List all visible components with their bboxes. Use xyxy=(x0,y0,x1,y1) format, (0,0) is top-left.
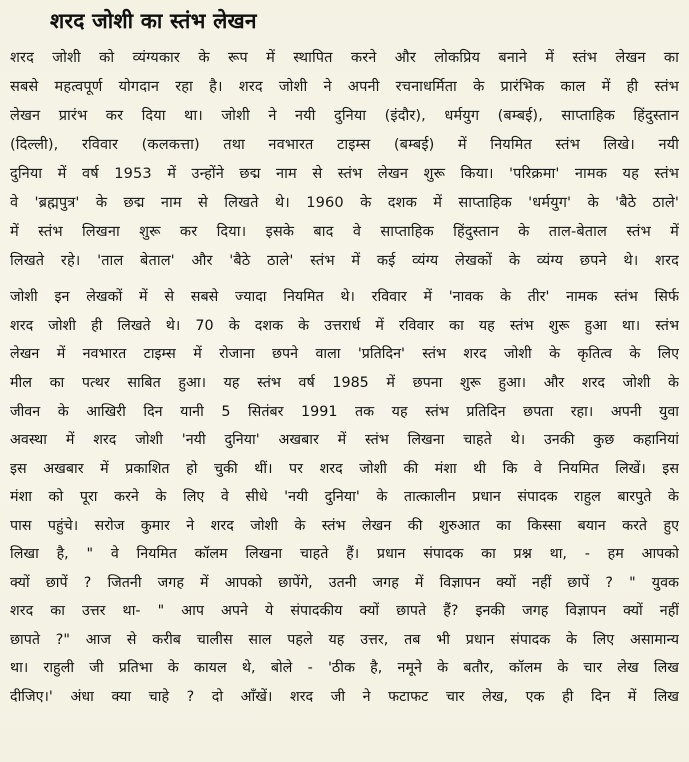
text-line: शरद जोशी ही लिखते थे। 70 के दशक के उत्तरार्ध में रविवार का यह स्तंभ शुरू हुआ था। स्तंभ xyxy=(10,318,679,334)
text-line: अवस्था में शरद जोशी 'नयी दुनिया' अखबार में स्तंभ लिखना चाहते थे। उनकी कुछ कहानियां xyxy=(10,432,679,448)
text-line: दुनिया में वर्ष 1953 में उन्होंने छद्म नाम से स्तंभ लेखन शुरू किया। 'परिक्रमा' नामक यह स्तंभ xyxy=(10,165,679,182)
text-line: दीजिए।' अंधा क्या चाहे ? दो आँखें। शरद जी ने फटाफट चार लेख, एक ही दिन में लिख xyxy=(10,689,679,705)
text-line: मील का पत्थर साबित हुआ। यह स्तंभ वर्ष 1985 में छपना शुरू हुआ। और शरद जोशी के xyxy=(10,375,679,391)
text-line: लिखा है, " वे नियमित कॉलम लिखना चाहते हैं। प्रधान संपादक का प्रश्न था, - हम आपको xyxy=(10,546,679,562)
text-line: वे 'ब्रह्मपुत्र' के छद्म नाम से लिखते थे। 1960 के दशक में साप्ताहिक 'धर्मयुग' के 'बैठे ठाले' xyxy=(10,194,679,211)
text-line: लिखते रहे। 'ताल बेताल' और 'बैठे ठाले' स्तंभ में कई व्यंग्य लेखकों के व्यंग्य छपने थे। शरद xyxy=(10,252,679,269)
text-line: मंशा को पूरा करने के लिए वे सीधे 'नयी दुनिया' के तात्कालीन प्रधान संपादक राहुल बारपुते के xyxy=(10,489,679,505)
text-line: शरद का उत्तर था- " आप अपने ये संपादकीय क्यों छापते हैं? इनकी जगह विज्ञापन क्यों नहीं xyxy=(10,603,679,619)
text-line: में स्तंभ लिखना शुरू कर दिया। इसके बाद वे साप्ताहिक हिंदुस्तान के ताल-बेताल स्तंभ में xyxy=(10,223,679,240)
text-line: (दिल्ली), रविवार (कलकत्ता) तथा नवभारत टाइम्स (बम्बई) में नियमित स्तंभ लिखे। नयी xyxy=(10,136,679,153)
text-line: शरद जोशी को व्यंग्यकार के रूप में स्थापित करने और लोकप्रिय बनाने में स्तंभ लेखन का xyxy=(10,49,679,66)
text-line: क्यों छापें ? जितनी जगह में आपको छापेंगे, उतनी जगह में विज्ञापन क्यों नहीं छापें ? " युवक xyxy=(10,575,679,591)
text-line: इस अखबार में प्रकाशित हो चुकी थीं। पर शरद जोशी की मंशा थी कि वे नियमित लिखें। इस xyxy=(10,461,679,477)
text-line: जोशी इन लेखकों में से सबसे ज्यादा नियमित थे। रविवार में 'नावक के तीर' नामक स्तंभ सिर्फ xyxy=(10,289,679,305)
text-line: सबसे महत्वपूर्ण योगदान रहा है। शरद जोशी ने अपनी रचनाधर्मिता के प्रारंभिक काल में ही स्तंभ xyxy=(10,78,679,95)
article-title: शरद जोशी का स्तंभ लेखन xyxy=(50,9,257,33)
text-line: लेखन प्रारंभ कर दिया था। जोशी ने नयी दुनिया (इंदौर), धर्मयुग (बम्बई), साप्ताहिक हिंदुस्तान xyxy=(10,107,679,124)
text-line: लेखन में नवभारत टाइम्स में रोजाना छपने वाला 'प्रतिदिन' स्तंभ शरद जोशी के कृतित्व के लिए xyxy=(10,346,679,362)
text-line: छापते ?" आज से करीब चालीस साल पहले यह उत्तर, तब भी प्रधान संपादक के लिए असामान्य xyxy=(10,632,679,648)
text-line: था। राहुली जी प्रतिभा के कायल थे, बोले - 'ठीक है, नमूने के बतौर, कॉलम के चार लेख लिख xyxy=(10,660,679,676)
text-line: जीवन के आखिरी दिन यानी 5 सितंबर 1991 तक यह स्तंभ प्रतिदिन छपता रहा। अपनी युवा xyxy=(10,404,679,420)
text-line: पास पहुंचे। सरोज कुमार ने शरद जोशी के स्तंभ लेखन की शुरुआत का किस्सा बयान करते हुए xyxy=(10,518,679,534)
